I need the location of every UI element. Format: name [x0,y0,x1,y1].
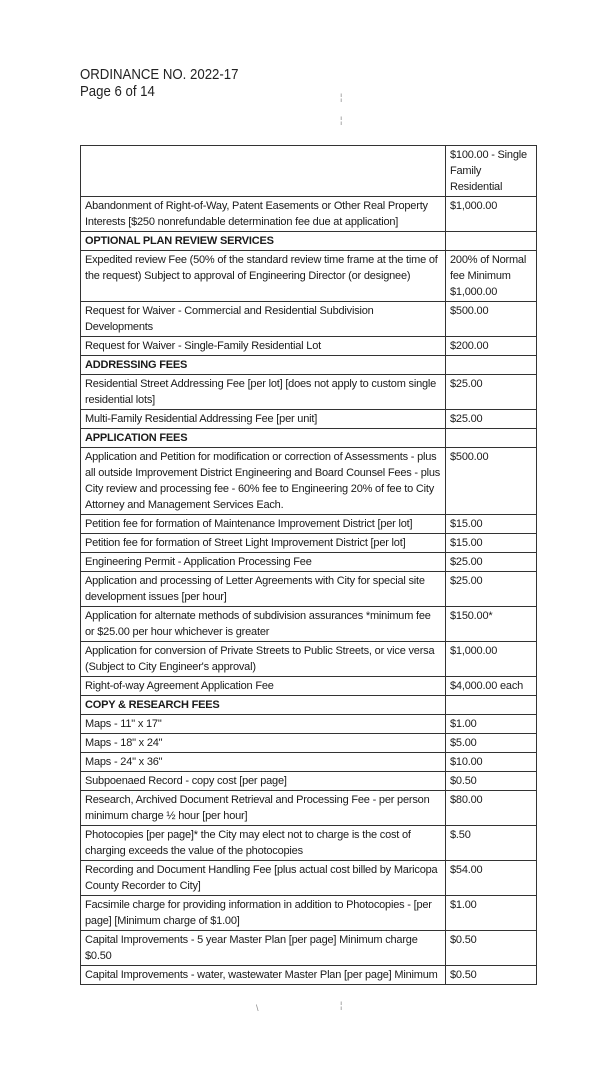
description-text: Abandonment of Right-of-Way, Patent Easements or Other Real Property Interests [$250 nonrefundable determination fee due at application] [85,200,428,228]
description-text: Facsimile charge for providing information in addition to Photocopies - [per page] [Minimum charge of $1.00] [85,899,432,927]
description-text: Petition fee for formation of Street Light Improvement District [per lot] [85,537,406,549]
description-text: Capital Improvements - 5 year Master Plan [per page] Minimum charge $0.50 [85,934,418,962]
fee-row [81,553,537,572]
fee-text: $1.00 [450,718,477,730]
fee-row [81,861,537,896]
fee-amount [446,791,537,826]
fee-amount [446,429,537,448]
scan-mark: ¦ [340,1000,343,1010]
fee-row [81,896,537,931]
fee-amount [446,696,537,715]
fee-amount [446,896,537,931]
fee-description [81,515,446,534]
fee-description [81,715,446,734]
fee-description [81,677,446,696]
fee-amount [446,356,537,375]
description-text: Multi-Family Residential Addressing Fee [per unit] [85,413,318,425]
scan-mark: ¦ [340,115,343,125]
fee-row [81,375,537,410]
fee-amount [446,607,537,642]
fee-text: $1,000.00 [450,200,498,212]
fee-text: 200% of Normal fee Minimum $1,000.00 [450,254,527,298]
fee-description [81,375,446,410]
fee-text: $0.50 [450,934,477,946]
fee-row [81,677,537,696]
fee-amount [446,553,537,572]
description-text: Request for Waiver - Single-Family Residential Lot [85,340,321,352]
fee-amount [446,826,537,861]
fee-text: $25.00 [450,413,483,425]
description-text: Petition fee for formation of Maintenance Improvement District [per lot] [85,518,413,530]
fee-description [81,826,446,861]
document-header [80,66,260,100]
fee-description [81,791,446,826]
fee-description [81,734,446,753]
fee-text: $80.00 [450,794,483,806]
fee-description [81,534,446,553]
fee-row [81,753,537,772]
fee-text: $54.00 [450,864,483,876]
fee-description [81,753,446,772]
scan-mark: ¦ [340,92,343,102]
fee-text: $0.50 [450,775,477,787]
fee-row [81,410,537,429]
scan-mark: \ [256,1003,259,1013]
fee-amount [446,232,537,251]
section-header-row [81,232,537,251]
fee-table-body [81,146,537,985]
description-text: Maps - 11" x 17" [85,718,162,730]
fee-description [81,642,446,677]
fee-amount [446,642,537,677]
fee-row [81,534,537,553]
fee-row [81,715,537,734]
page-number: Page 6 of 14 [80,83,155,100]
fee-row [81,197,537,232]
fee-description [81,896,446,931]
fee-description [81,146,446,197]
fee-row [81,966,537,985]
fee-row [81,607,537,642]
fee-row [81,337,537,356]
fee-row [81,734,537,753]
description-text: Recording and Document Handling Fee [plus actual cost billed by Maricopa County Recorder to City] [85,864,438,892]
fee-description [81,448,446,515]
fee-row [81,791,537,826]
fee-amount [446,302,537,337]
fee-description [81,966,446,985]
fee-text: $500.00 [450,305,489,317]
description-text: Residential Street Addressing Fee [per lot] [does not apply to custom single residential lots] [85,378,437,406]
fee-amount [446,146,537,197]
fee-amount [446,448,537,515]
fee-amount [446,572,537,607]
fee-description [81,410,446,429]
description-text: Application and Petition for modification or correction of Assessments - plus all outside Improvement District Engineering and Board Counsel Fees - plus City review and processing fee - 60% fee to Engineering 20% of fee to City Attorney and Management Services Each. [85,451,441,511]
fee-amount [446,197,537,232]
section-header-row [81,696,537,715]
fee-amount [446,375,537,410]
description-text [85,147,441,163]
description-text: Capital Improvements - water, wastewater Master Plan [per page] Minimum [85,969,438,981]
section-title [81,232,446,251]
fee-amount [446,772,537,791]
fee-text: $100.00 - Single Family Residential [450,149,527,193]
description-text: Engineering Permit - Application Processing Fee [85,556,312,568]
fee-text: $0.50 [450,969,477,981]
fee-amount [446,515,537,534]
fee-amount [446,966,537,985]
fee-text: $4,000.00 each [450,680,524,692]
fee-schedule-table [80,145,537,985]
fee-text: $25.00 [450,575,483,587]
fee-amount [446,734,537,753]
fee-row [81,642,537,677]
fee-description [81,302,446,337]
description-text: Subpoenaed Record - copy cost [per page] [85,775,287,787]
description-text: Expedited review Fee (50% of the standard review time frame at the time of the request) Subject to approval of Engineering Director (or designee) [85,254,438,282]
fee-description [81,572,446,607]
fee-description [81,607,446,642]
section-header-row [81,429,537,448]
section-title [81,696,446,715]
fee-row [81,515,537,534]
fee-text: $25.00 [450,378,483,390]
section-header-row [81,356,537,375]
fee-amount [446,251,537,302]
fee-amount [446,534,537,553]
fee-description [81,772,446,791]
fee-text: $500.00 [450,451,489,463]
fee-text: $10.00 [450,756,483,768]
description-text: OPTIONAL PLAN REVIEW SERVICES [85,235,274,247]
fee-text: $1.00 [450,899,477,911]
description-text: APPLICATION FEES [85,432,188,444]
description-text: Research, Archived Document Retrieval and Processing Fee - per person minimum charge ½ hour [per hour] [85,794,430,822]
fee-amount [446,715,537,734]
description-text: Maps - 18" x 24" [85,737,163,749]
section-title [81,356,446,375]
description-text: Application and processing of Letter Agreements with City for special site development issues [per hour] [85,575,425,603]
fee-row [81,826,537,861]
description-text: Right-of-way Agreement Application Fee [85,680,274,692]
fee-amount [446,410,537,429]
fee-text: $.50 [450,829,471,841]
fee-row [81,572,537,607]
fee-row [81,448,537,515]
fee-description [81,553,446,572]
fee-description [81,197,446,232]
fee-description [81,337,446,356]
fee-description [81,251,446,302]
fee-text: $200.00 [450,340,489,352]
fee-text: $15.00 [450,518,483,530]
description-text: Request for Waiver - Commercial and Residential Subdivision Developments [85,305,374,333]
fee-amount [446,677,537,696]
fee-description [81,861,446,896]
fee-description [81,931,446,966]
fee-text: $1,000.00 [450,645,498,657]
fee-row [81,146,537,197]
fee-amount [446,337,537,356]
description-text: Application for conversion of Private Streets to Public Streets, or vice versa (Subject to City Engineer's approval) [85,645,435,673]
fee-row [81,931,537,966]
fee-text: $15.00 [450,537,483,549]
fee-text: $150.00* [450,610,493,622]
ordinance-number: ORDINANCE NO. 2022-17 [80,66,239,83]
description-text: Photocopies [per page]* the City may elect not to charge is the cost of charging exceeds the value of the photocopies [85,829,411,857]
description-text: ADDRESSING FEES [85,359,188,371]
fee-row [81,251,537,302]
description-text: Maps - 24" x 36" [85,756,163,768]
fee-text: $5.00 [450,737,477,749]
fee-amount [446,861,537,896]
description-text: Application for alternate methods of subdivision assurances *minimum fee or $25.00 per hour whichever is greater [85,610,431,638]
fee-row [81,302,537,337]
description-text: COPY & RESEARCH FEES [85,699,220,711]
fee-text: $25.00 [450,556,483,568]
fee-amount [446,753,537,772]
fee-row [81,772,537,791]
fee-amount [446,931,537,966]
section-title [81,429,446,448]
